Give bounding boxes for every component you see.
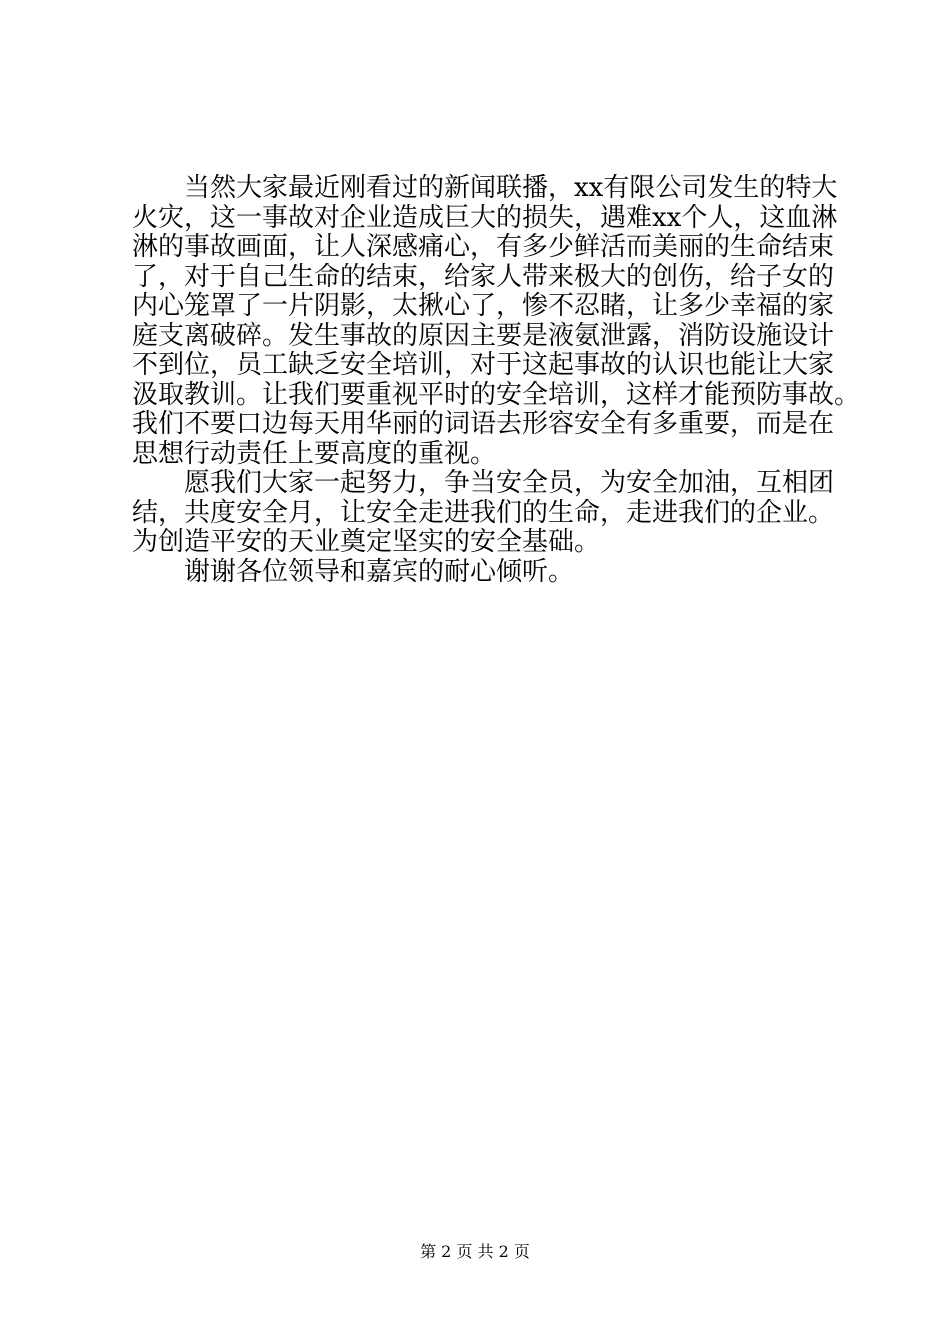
text-line: 当然大家最近刚看过的新闻联播，xx有限公司发生的特大 <box>132 173 838 203</box>
text-line: 谢谢各位领导和嘉宾的耐心倾听。 <box>132 556 575 587</box>
text-line: 淋的事故画面，让人深感痛心，有多少鲜活而美丽的生命结束 <box>132 232 835 262</box>
text-line: 内心笼罩了一片阴影，太揪心了，惨不忍睹，让多少幸福的家 <box>132 291 835 321</box>
page-footer <box>0 1242 950 1262</box>
text-line: 愿我们大家一起努力，争当安全员，为安全加油，互相团 <box>132 468 835 498</box>
page-number-label: 第 2 页 共 2 页 <box>420 1242 530 1261</box>
text-line: 不到位，员工缺乏安全培训，对于这起事故的认识也能让大家 <box>132 350 835 380</box>
text-line: 结，共度安全月，让安全走进我们的生命，走进我们的企业。 <box>132 497 835 528</box>
text-line: 火灾，这一事故对企业造成巨大的损失，遇难xx个人，这血淋 <box>132 202 838 233</box>
text-line: 为创造平安的天业奠定坚实的安全基础。 <box>132 527 601 557</box>
text-line: 汲取教训。让我们要重视平时的安全培训，这样才能预防事故。 <box>132 379 861 410</box>
text-line: 庭支离破碎。发生事故的原因主要是液氨泄露，消防设施设计 <box>132 320 835 351</box>
text-line: 思想行动责任上要高度的重视。 <box>132 438 497 469</box>
text-line: 了，对于自己生命的结束，给家人带来极大的创伤，给子女的 <box>132 261 835 292</box>
document-body <box>132 173 861 587</box>
text-line: 我们不要口边每天用华丽的词语去形容安全有多重要，而是在 <box>132 409 835 439</box>
